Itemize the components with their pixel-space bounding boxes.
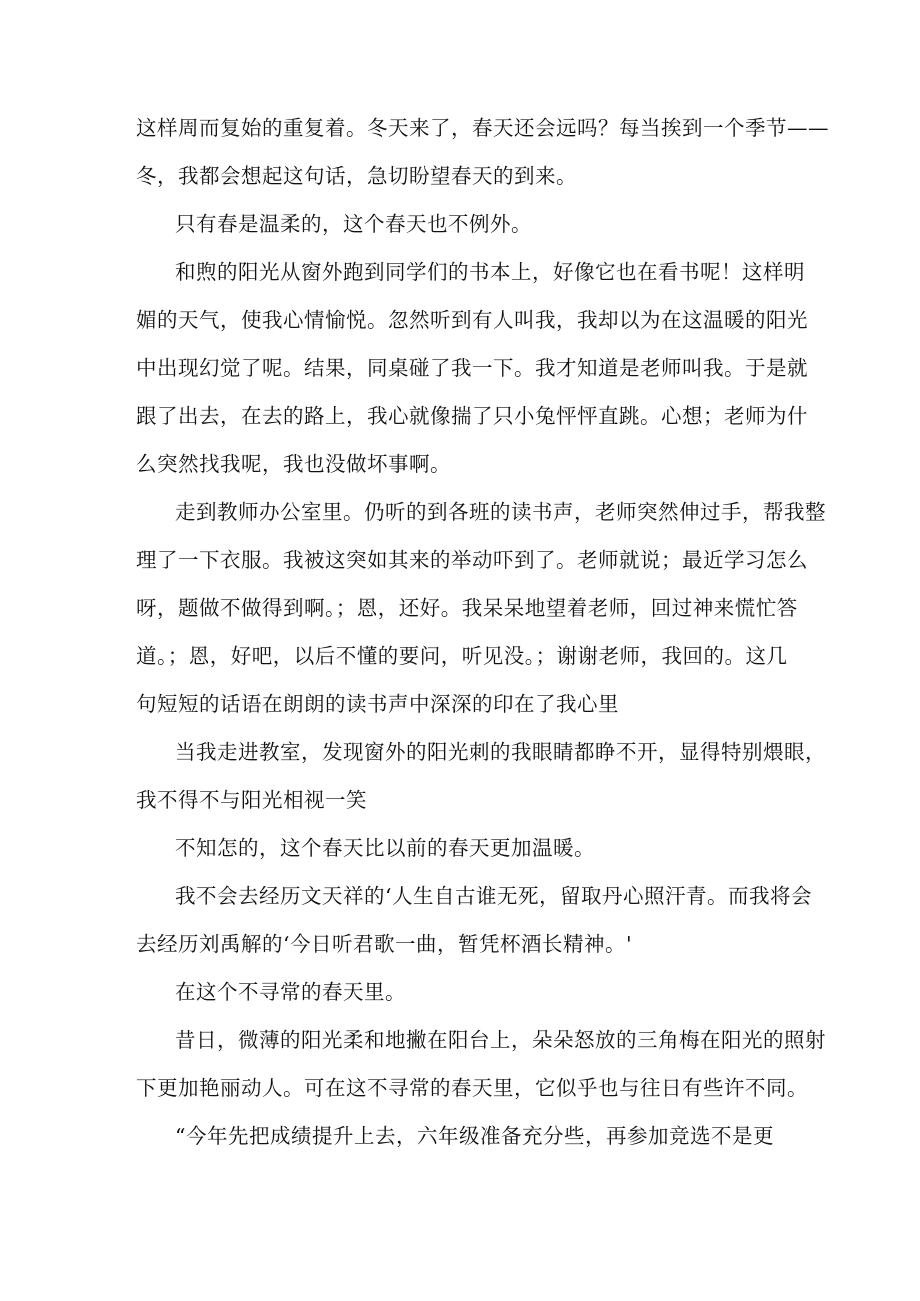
paragraph-start-line: “今年先把成绩提升上去，六年级准备充分些，再参加竞选不是更 xyxy=(175,1124,774,1148)
paragraph-start-line: 走到教师办公室里。仍听的到各班的读书声，老师突然伸过手，帮我整 xyxy=(175,500,826,524)
paragraph-start-line: 不知怎的，这个春天比以前的春天更加温暖。 xyxy=(175,836,595,860)
text-line: 么突然找我呢，我也没做坏事啊。 xyxy=(136,452,451,476)
text-line: 我不得不与阳光相视一笑 xyxy=(136,788,367,812)
text-line: 句短短的话语在朗朗的读书声中深深的印在了我心里 xyxy=(136,692,619,716)
text-line: 中出现幻觉了呢。结果，同桌碰了我一下。我才知道是老师叫我。于是就 xyxy=(136,356,808,380)
text-line: 跟了出去，在去的路上，我心就像揣了只小兔怦怦直跳。心想；老师为什 xyxy=(136,404,808,428)
text-line: 冬，我都会想起这句话，急切盼望春天的到来。 xyxy=(136,164,577,188)
text-line: 道。；恩，好吧，以后不懂的要问，听见没。；谢谢老师，我回的。这几 xyxy=(136,644,788,668)
paragraph-start-line: 在这个不寻常的春天里。 xyxy=(175,980,406,1004)
paragraph-start-line: 只有春是温柔的，这个春天也不例外。 xyxy=(175,212,532,236)
text-line: 下更加艳丽动人。可在这不寻常的春天里，它似乎也与往日有些许不同。 xyxy=(136,1076,808,1100)
paragraph-start-line: 我不会去经历文天祥的‘人生自古谁无死，留取丹心照汗青。而我将会 xyxy=(175,884,813,908)
document-body xyxy=(136,104,829,1160)
paragraph-start-line: 当我走进教室，发现窗外的阳光刺的我眼睛都睁不开，显得特别煨眼， xyxy=(175,740,826,764)
text-line: 这样周而复始的重复着。冬天来了，春天还会远吗？每当挨到一个季节—— xyxy=(136,116,829,140)
text-line: 媚的天气，使我心情愉悦。忽然听到有人叫我，我却以为在这温暖的阳光 xyxy=(136,308,808,332)
text-line: 去经历刘禹解的‘今日听君歌一曲，暂凭杯酒长精神。' xyxy=(136,932,633,956)
text-line: 呀，题做不做得到啊。；恩，还好。我呆呆地望着老师，回过神来慌忙答 xyxy=(136,596,798,620)
paragraph-start-line: 昔日，微薄的阳光柔和地撇在阳台上，朵朵怒放的三角梅在阳光的照射 xyxy=(175,1028,826,1052)
text-line: 理了一下衣服。我被这突如其来的举动吓到了。老师就说；最近学习怎么 xyxy=(136,548,808,572)
paragraph-start-line: 和煦的阳光从窗外跑到同学们的书本上，好像它也在看书呢！这样明 xyxy=(175,260,805,284)
